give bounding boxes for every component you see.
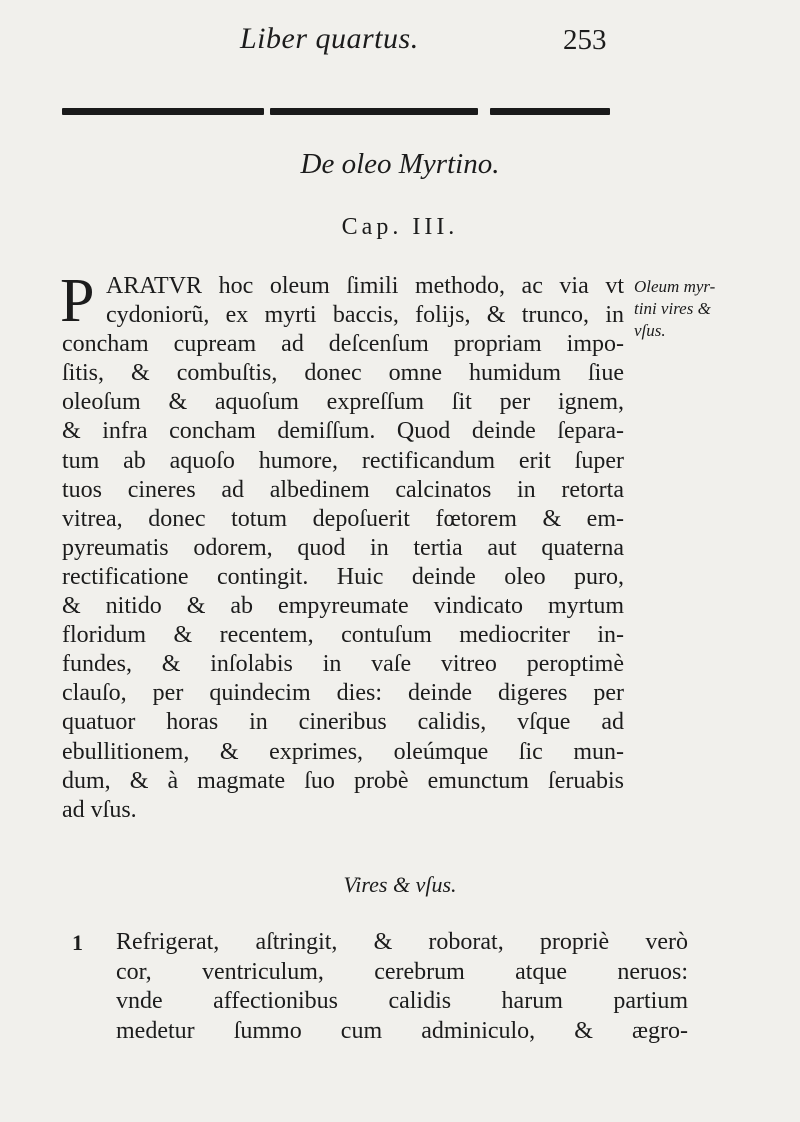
header-rule-middle (270, 108, 478, 115)
paragraph-line: oleoſum & aquoſum expreſſum ſit per ignem, (62, 389, 624, 416)
paragraph-line: tum ab aquoſo humore, rectificandum erit ſuper (62, 447, 624, 474)
paragraph-line: ARATVR hoc oleum ſimili methodo, ac via vt (106, 273, 624, 299)
page-number: 253 (563, 24, 607, 56)
running-head (0, 22, 800, 62)
header-rule-right (490, 108, 610, 115)
running-title: Liber quartus. (240, 22, 419, 55)
paragraph-line: clauſo, per quindecim dies: deinde digeres per (62, 680, 624, 707)
paragraph-line: & infra concham demiſſum. Quod deinde ſepara- (62, 418, 624, 445)
marginal-note-line: Oleum myr- (634, 277, 716, 296)
drop-cap: P (60, 267, 95, 335)
item-line: vnde affectionibus calidis harum partium (116, 988, 688, 1014)
item-text (116, 928, 688, 1046)
marginal-note-line: tini vires & (634, 299, 711, 318)
paragraph-line: dum, & à magmate ſuo probè emunctum ſeruabis (62, 767, 624, 794)
item-line: medetur ſummo cum adminiculo, & ægro- (116, 1017, 688, 1044)
paragraph-line: ebullitionem, & exprimes, oleúmque ſic mun- (62, 738, 624, 765)
paragraph-line: fundes, & inſolabis in vaſe vitreo peroptimè (62, 651, 624, 678)
item-number: 1 (72, 930, 83, 955)
item-line: cor, ventriculum, cerebrum atque neruos: (116, 958, 688, 985)
paragraph-line: cydoniorũ, ex myrti baccis, folijs, & trunco, in (106, 302, 624, 329)
paragraph-line: & nitido & ab empyreumate vindicato myrtum (62, 593, 624, 620)
paragraph-line: ſitis, & combuſtis, donec omne humidum ſiue (62, 360, 624, 387)
paragraph-line: ad vſus. (62, 796, 137, 823)
paragraph-line: vitrea, donec totum depoſuerit fœtorem & em- (62, 505, 624, 532)
item-line: Refrigerat, aſtringit, & roborat, propriè verò (116, 929, 688, 955)
chapter-number: Cap. III. (341, 214, 459, 240)
paragraph-line: pyreumatis odorem, quod in tertia aut quaterna (62, 534, 624, 561)
chapter-title: De oleo Myrtino. (300, 148, 500, 180)
marginal-note-line: vſus. (634, 321, 666, 340)
header-rule-left (62, 108, 264, 115)
section-heading: Vires & vſus. (343, 872, 457, 897)
paragraph-line: rectificatione contingit. Huic deinde oleo puro, (62, 563, 624, 590)
paragraph-line: concham cupream ad deſcenſum propriam impo- (62, 331, 624, 358)
paragraph-line: quatuor horas in cineribus calidis, vſque ad (62, 709, 624, 736)
main-paragraph (60, 267, 624, 825)
paragraph-line: floridum & recentem, contuſum mediocriter in- (62, 622, 624, 649)
paragraph-line: tuos cineres ad albedinem calcinatos in retorta (62, 476, 624, 503)
marginal-note (634, 276, 764, 342)
